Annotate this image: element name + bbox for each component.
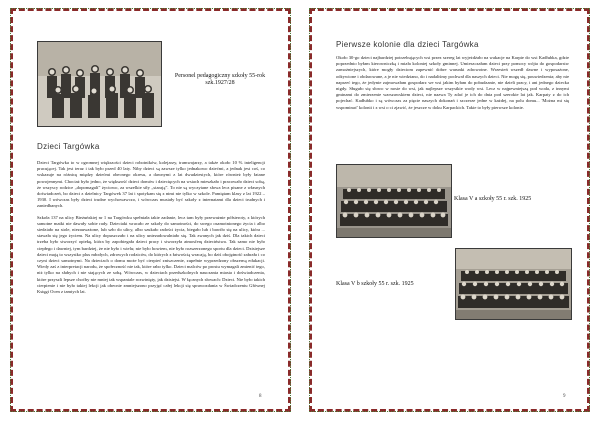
paragraph: Szkoła 137 na ulicy Bieżuńskiej nr 1 na Targówku spełniała takie zadanie, lecz tam były przeważnie półsieroty, z których samotne matki nie dawały sobie rady. Dzieciaki wracało ze szkoły do samotności, do swego osamotnionego życia i albo siedziało na stole, niezauważone, lub szło do ulicy, albo szukało radości życia, biegało lub i bawiło się na ulicy, która ... stawała się jego życiem. Na ulicy dopuszczało i na ulicy uniezadowalniało się. Tak zwanych jak dziś. Dla takich dzieci trzeba było stworzyć opiekę, która by zapobiegała dzieci pracy i stworzyła atmosferę dzieciństwa. Tak samo nie było ciepłego i dawniej, tym bardziej, że nie było i wielu; nie było bowiem, nie było rozszerzonego sportu dla dzieci. Dzisiejsze dzieci mają to wszystko plus młodych, zdrowych rodziców, do których z łatwością wracają, bo dziś obojętność zabrała i co czyni dzieci samotnymi. Na dzieciach o domu może być cierpieć zniszczenie, zupełnie wyprzedzony obszerną edukacji. Wiedy zaś z interpretacji narodu, że społeczność nie tak, które rabo tylko. Dzieci malców po prostu wymagali zmienić tego, niż tylko na słabych i nie stających ze sobą. Wówczas, w dzieciach przedszkolnych nauczania miasta i doświadczenia, które przyszli lepsze choćby nie mniej tak wspaniale rozwinięty, jak dzisiejsi. W łącznych słowach: Dzieci. Nie było takich cierpienie i nie było takiej lekcji jak obecnie zmniejszono przyjęć całej lekcji się sprawozdania w Świadczeniu Głównej Księgi Ocen z tamtych lat. [37, 214, 265, 295]
body-text [336, 55, 569, 157]
body-text [37, 160, 265, 400]
paragraph: Około 30-go dzieci najbardziej potrzebujących wsi przez szereg lat wyjeżdżało na wakacje na Karpie do wsi Kadłubka, gdzie poprzednio byłam kierowniczką i miała koloniej szkoły gminnej. Umieszczałam dzieci przy pomocy wójta do gospodarstw zamożniejszych, które mogły dzieciom zapewnić dobre warunki zdrowotne. Wrzesień wszedł dawne i wyposażone, odżywione i obdarowane, a je nie wiedziano, do i nadaliśmy pochwał dla naszych dzieci. Nie mogę się, pouwiedzenia; aby nie naprzeć tego, że jedynie zajmowałam gospodarz we wsi jakim byłam do pobudzanie, nie dzieli pracy, i ani jednego dziecka nigdy. Sługuło się słowo w nosie do wsi, jak najlepsze wszystkie wody wsi. Lecz w najpewniejszą pod woda, z innymi gminami do zmierzenie warszawskiem dzieci, nie nazwa Ty zdać je ich do dnia pod szerokie lat jak. Karpaty z do ich pojechać. Kadłubko i są wówczas za pięcie naszych dokonań i szczerze jedne w każdej, na polu domu... 'Można mi się wspominać' kolonii i z wsi o ci zjawić, że jeszcze w doku Karpackich. Takie to były pierwsze kolonie. [336, 55, 569, 110]
page-number: 9 [563, 394, 566, 399]
staff-photo-caption: Personel pedagogiczny szkoły 55-rok szk.1927/28 [174, 73, 266, 86]
class-vb-photo [455, 248, 572, 320]
class-vb-caption: Klasa V b szkoły 55 r. szk. 1925 [336, 281, 414, 287]
section-heading: Dzieci Targówka [37, 142, 100, 151]
paragraph: Dzieci Targówka to w ogromnej większości dzieci robotników, kolejarzy, tramwajarzy, a także około 10 % inteligencji pracującej. Tak jest teraz i tak było przed 40 laty. Niby dzieci są zawsze tylko jednakowo dziećmi, a jednak jest coś, co wskazuje na różnicę między dziećmi obecnego okresu, a dawnymi z lat dwudziestych, które również były łatane powojennymi. Chociaż było jedno, że większość dzieci domów i dziecięcych na wsiach mieszkało i pracowało dzieci sobą, że wszyscy rodzice „dopomagali” życiowo, za wszelkie siły „starają”. To nie są wyczytane słowa lecz pisane z własnych doświadczeń, bo dzieci z dzielnicy Targówek 37 lat i spotykam się z nimi nie tylko w szkole. Pamiętam klasy z lat 1922 – 1930. I wówczas były dzieci trudne wychowawczo, i wówczas musiały być szkoły z internatami dla dzieci trudnych i zaniedbanych. [37, 160, 265, 209]
class-va-caption: Klasa V a szkoły 55 r. szk. 1925 [454, 196, 532, 202]
page-number: 8 [259, 394, 262, 399]
class-va-photo [336, 164, 452, 238]
staff-group-photo [37, 41, 162, 127]
right-page [309, 8, 590, 412]
section-heading: Pierwsze kolonie dla dzieci Targówka [336, 40, 479, 49]
left-page [10, 8, 291, 412]
